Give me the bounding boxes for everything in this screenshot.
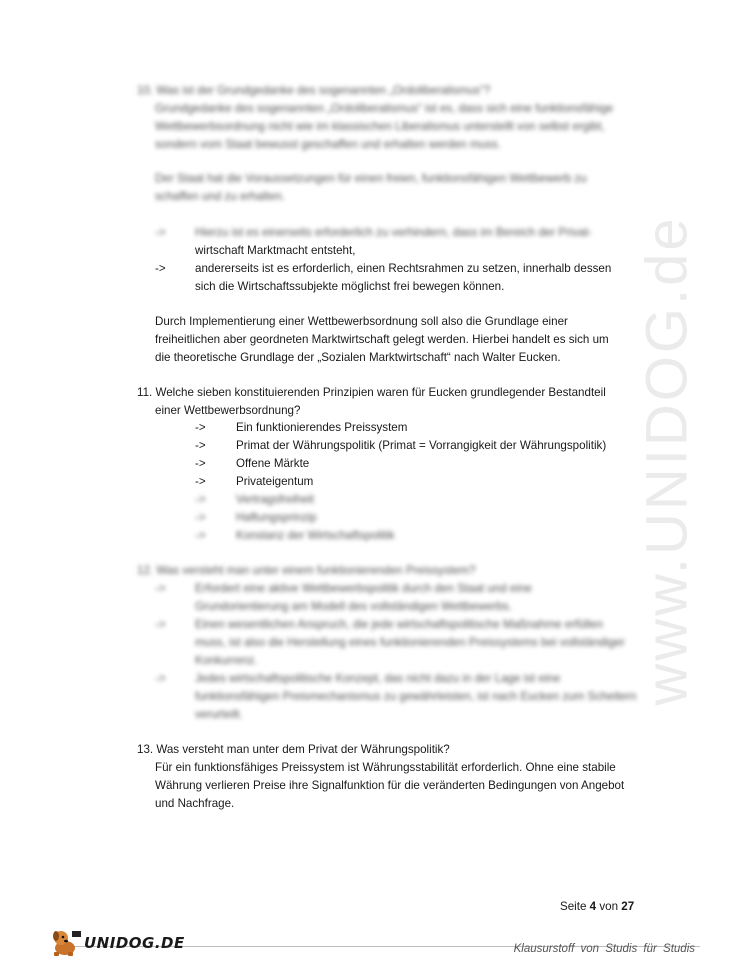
bullet-arrow: ->	[195, 529, 206, 542]
dog-mascot-icon	[50, 928, 82, 958]
text-line: muss, ist also die Herstellung eines funktionierenden Preissystems bei vollständiger	[195, 636, 625, 649]
text-line: Grundgedanke des sogenannten „Ordoliberalismus“ ist es, dass sich eine funktionsfähige	[155, 102, 614, 115]
text-line: andererseits ist es erforderlich, einen Rechtsrahmen zu setzen, innerhalb dessen	[195, 262, 612, 275]
text-line: Wettbewerbsordnung nicht wie im klassischen Liberalismus unterstellt von selbst ergibt,	[155, 120, 605, 133]
text-line: Einen wesentlichen Anspruch, die jede wirtschaftspolitische Maßnahme erfüllen	[195, 618, 603, 631]
text-line: funktionsfähigen Preismechanismus zu gewährleisten, ist nach Eucken zum Scheitern	[195, 690, 637, 703]
page-number-prefix: Seite	[560, 900, 590, 913]
bullet-arrow: ->	[155, 226, 166, 239]
page-number-current: 4	[589, 900, 597, 913]
text-line: Hierzu ist es einerseits erforderlich zu verhindern, dass im Bereich der Privat-	[195, 226, 592, 239]
text-line: Konstanz der Wirtschaftspolitik	[236, 529, 395, 542]
unidog-logo	[50, 928, 185, 958]
text-line: 13. Was versteht man unter dem Privat der Währungspolitik?	[137, 743, 450, 756]
page-number-middle: von	[596, 900, 622, 913]
text-line: schaffen und zu erhalten.	[155, 190, 285, 203]
bullet-arrow: ->	[155, 618, 166, 631]
text-line: Offene Märkte	[236, 457, 310, 470]
text-line: Für ein funktionsfähiges Preissystem ist Währungsstabilität erforderlich. Ohne eine stabile	[155, 761, 616, 774]
text-line: wirtschaft Marktmacht entsteht,	[195, 244, 356, 257]
text-line: Konkurrenz.	[195, 654, 258, 667]
text-line: freiheitlichen aber geordneten Marktwirtschaft gelegt werden. Hierbei handelt es sich um	[155, 333, 609, 346]
bullet-arrow: ->	[195, 475, 206, 488]
text-line: 11. Welche sieben konstituierenden Prinzipien waren für Eucken grundlegender Bestandteil	[137, 386, 606, 399]
text-line: Grundorientierung am Modell des vollständigen Wettbewerbs.	[195, 600, 512, 613]
text-line: Ein funktionierendes Preissystem	[236, 421, 408, 434]
text-line: verurteilt.	[195, 708, 243, 721]
footer-slogan: Klausurstoff von Studis für Studis	[513, 943, 695, 955]
bullet-arrow: ->	[195, 511, 206, 524]
bullet-arrow: ->	[155, 262, 166, 275]
text-line: Vertragsfreiheit	[236, 493, 314, 506]
text-line: 10. Was ist der Grundgedanke des sogenannten „Ordoliberalismus“?	[137, 84, 491, 97]
bullet-arrow: ->	[155, 672, 166, 685]
text-line: Jedes wirtschaftspolitische Konzept, das nicht dazu in der Lage ist eine	[195, 672, 561, 685]
text-line: Erfordert eine aktive Wettbewerbspolitik durch den Staat und eine	[195, 582, 532, 595]
bullet-arrow: ->	[195, 457, 206, 470]
text-line: 12. Was versteht man unter einem funktionierenden Preissystem?	[137, 564, 476, 577]
text-line: sich die Wirtschaftssubjekte möglichst frei bewegen können.	[195, 280, 505, 293]
text-line: Primat der Währungspolitik (Primat = Vorrangigkeit der Währungspolitik)	[236, 439, 607, 452]
brand-name: UNIDOG.DE	[84, 934, 185, 952]
text-line: die theoretische Grundlage der „Sozialen Marktwirtschaft“ nach Walter Eucken.	[155, 351, 561, 364]
text-line: Privateigentum	[236, 475, 314, 488]
text-line: Durch Implementierung einer Wettbewerbsordnung soll also die Grundlage einer	[155, 315, 568, 328]
text-line: Der Staat hat die Voraussetzungen für einen freien, funktionsfähigen Wettbewerb zu	[155, 172, 587, 185]
bullet-arrow: ->	[195, 493, 206, 506]
bullet-arrow: ->	[195, 439, 206, 452]
page-number-total: 27	[621, 900, 635, 913]
text-line: sondern vom Staat bewusst geschaffen und erhalten werden muss.	[155, 138, 501, 151]
page-number	[560, 900, 634, 913]
watermark	[612, 214, 722, 706]
text-line: Haftungsprinzip	[236, 511, 317, 524]
watermark-text: www.UNIDOG.de	[634, 214, 700, 706]
bullet-arrow: ->	[195, 421, 206, 434]
bullet-arrow: ->	[155, 582, 166, 595]
text-line: einer Wettbewerbsordnung?	[155, 404, 301, 417]
text-line: und Nachfrage.	[155, 797, 235, 810]
text-line: Währung verlieren Preise ihre Signalfunktion für die veränderten Bedingungen von Angebot	[155, 779, 625, 792]
